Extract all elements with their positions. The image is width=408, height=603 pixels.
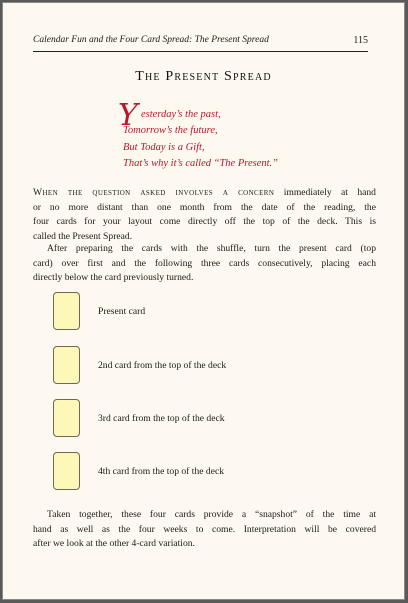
poem-line: Tomorrow’s the future,: [123, 125, 218, 137]
card-placeholder: [53, 399, 80, 437]
paragraph-line: card) over first and the following three cards consecutively, placing each: [33, 257, 376, 269]
poem-line: But Today is a Gift,: [123, 141, 205, 153]
card-label: 4th card from the top of the deck: [98, 466, 225, 477]
paragraph-line: or no more distant than one month from the date of the reading, the: [33, 201, 376, 213]
poem-line: esterday’s the past,: [141, 109, 221, 120]
epigraph-poem: [118, 98, 363, 173]
drop-cap: Y: [118, 98, 138, 133]
paragraph-line: hand as well as the four weeks to come. Interpretation will be covered: [33, 523, 376, 535]
page-number: 115: [353, 35, 368, 46]
card-placeholder: [53, 452, 80, 490]
paragraph-instructions: [33, 242, 376, 286]
poem-line: That’s why it’s called “The Present.”: [123, 158, 278, 170]
card-placeholder: [53, 346, 80, 384]
paragraph-line: Taken together, these four cards provide a “snapshot” of the time at: [47, 509, 376, 520]
chapter-title: The Present Spread: [135, 69, 272, 84]
paragraph-line: after we look at the other 4-card variation.: [33, 538, 195, 550]
card-label: 2nd card from the top of the deck: [98, 360, 227, 371]
paragraph-line: After preparing the cards with the shuffle, turn the present card (top: [47, 243, 376, 254]
running-title-section: The Present Spread: [194, 35, 269, 45]
paragraph-line: called the Present Spread.: [33, 230, 133, 242]
paragraph-line: directly below the card previously turned.: [33, 272, 194, 284]
paragraph-line: four cards for your layout come directly off the top of the deck. This is: [33, 216, 376, 228]
paragraph-summary: [33, 508, 376, 552]
running-title-chapter: Calendar Fun and the Four Card Spread:: [33, 35, 195, 45]
card-label: Present card: [98, 306, 146, 317]
paragraph-line: [33, 186, 376, 201]
paragraph-line-rest: immediately at hand: [274, 187, 376, 198]
book-page: [2, 2, 405, 600]
lead-in-small-caps: When the question asked involves a concern: [33, 187, 275, 198]
paragraph-intro: [33, 186, 376, 244]
running-head: [33, 35, 368, 52]
card-label: 3rd card from the top of the deck: [98, 413, 225, 424]
card-placeholder: [53, 292, 80, 330]
